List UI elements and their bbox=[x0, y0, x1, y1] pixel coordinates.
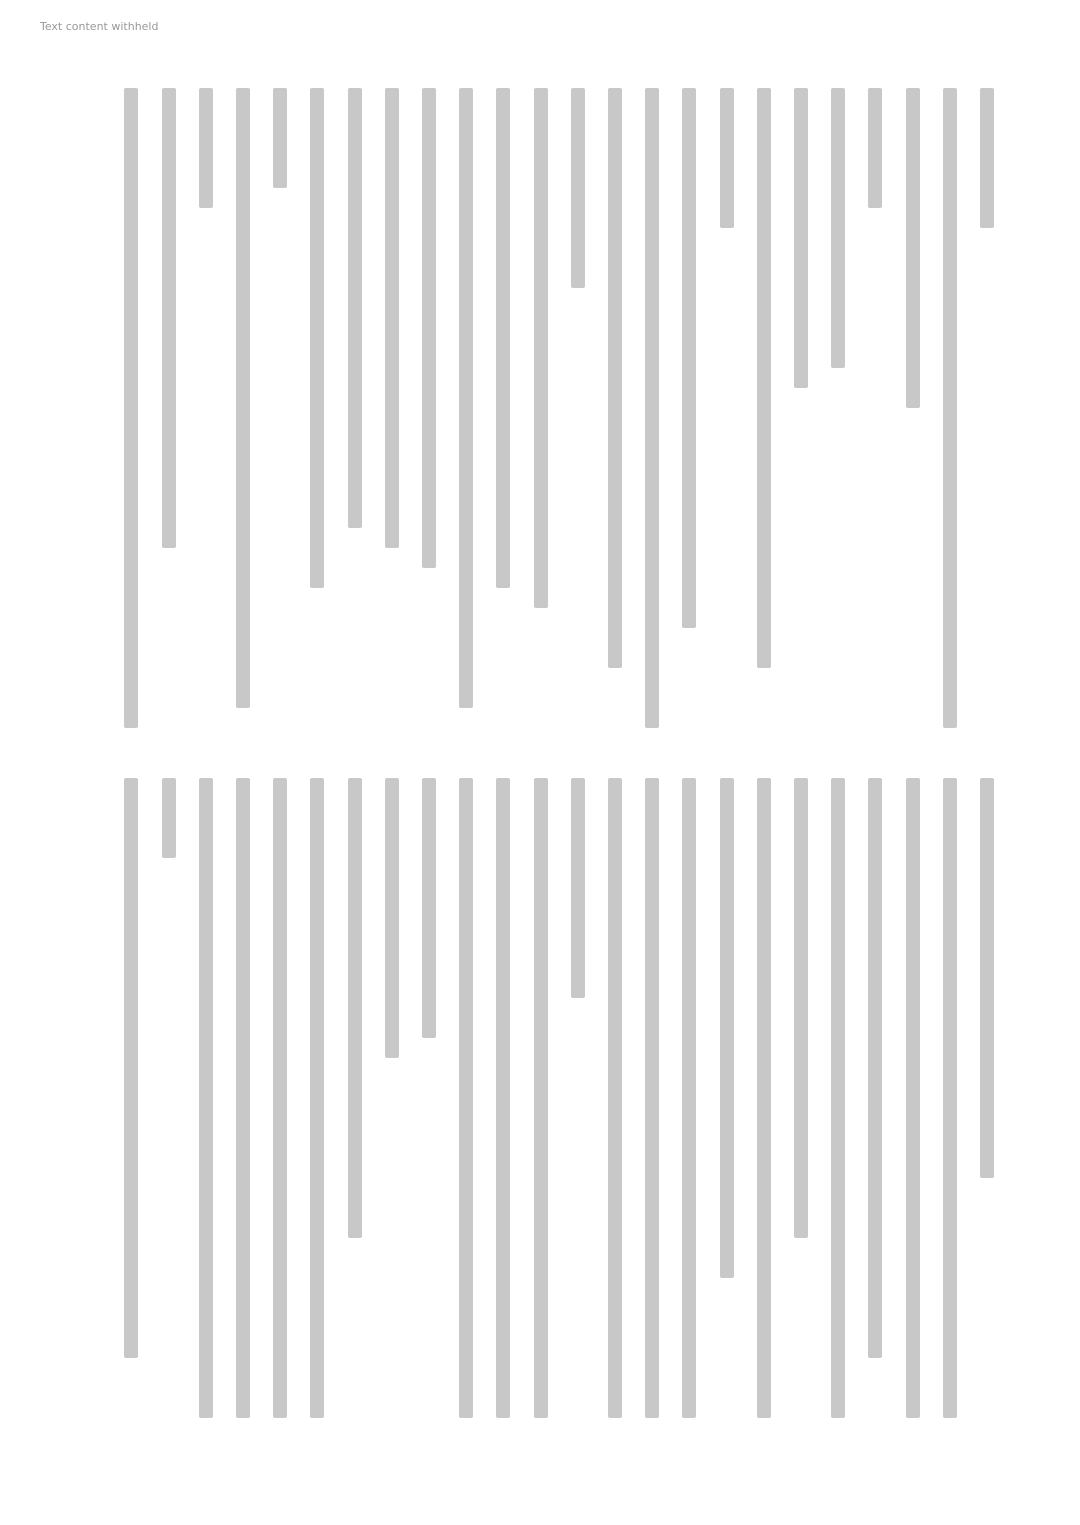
text-column bbox=[757, 88, 771, 668]
text-column bbox=[124, 778, 138, 1358]
text-column bbox=[608, 778, 622, 1418]
text-column bbox=[124, 88, 138, 728]
text-column bbox=[236, 88, 250, 708]
text-column bbox=[608, 88, 622, 668]
text-column bbox=[943, 88, 957, 728]
text-column bbox=[459, 778, 473, 1418]
text-column bbox=[794, 88, 808, 388]
text-column bbox=[199, 778, 213, 1418]
text-column bbox=[422, 778, 436, 1038]
text-column bbox=[943, 778, 957, 1418]
text-column bbox=[162, 88, 176, 548]
text-column bbox=[571, 778, 585, 998]
text-column bbox=[906, 88, 920, 408]
text-column bbox=[385, 88, 399, 548]
redaction-notice: Text content withheld bbox=[40, 20, 159, 33]
text-column bbox=[831, 778, 845, 1418]
text-column bbox=[794, 778, 808, 1238]
text-column bbox=[273, 88, 287, 188]
text-column bbox=[459, 88, 473, 708]
text-column bbox=[348, 88, 362, 528]
text-column bbox=[645, 88, 659, 728]
text-column bbox=[980, 778, 994, 1178]
text-column bbox=[385, 778, 399, 1058]
text-column bbox=[310, 88, 324, 588]
text-column bbox=[422, 88, 436, 568]
text-column bbox=[310, 778, 324, 1418]
text-column bbox=[720, 88, 734, 228]
text-column bbox=[682, 778, 696, 1418]
text-column bbox=[980, 88, 994, 228]
text-column bbox=[496, 778, 510, 1418]
text-column bbox=[831, 88, 845, 368]
text-column bbox=[645, 778, 659, 1418]
text-column bbox=[534, 88, 548, 608]
text-column bbox=[534, 778, 548, 1418]
text-column bbox=[757, 778, 771, 1418]
text-column bbox=[906, 778, 920, 1418]
text-column bbox=[682, 88, 696, 628]
text-column bbox=[273, 778, 287, 1418]
text-column bbox=[348, 778, 362, 1238]
text-column bbox=[868, 778, 882, 1358]
text-column bbox=[571, 88, 585, 288]
text-column bbox=[496, 88, 510, 588]
text-column bbox=[868, 88, 882, 208]
text-column bbox=[720, 778, 734, 1278]
text-column bbox=[162, 778, 176, 858]
text-column bbox=[199, 88, 213, 208]
text-column bbox=[236, 778, 250, 1418]
